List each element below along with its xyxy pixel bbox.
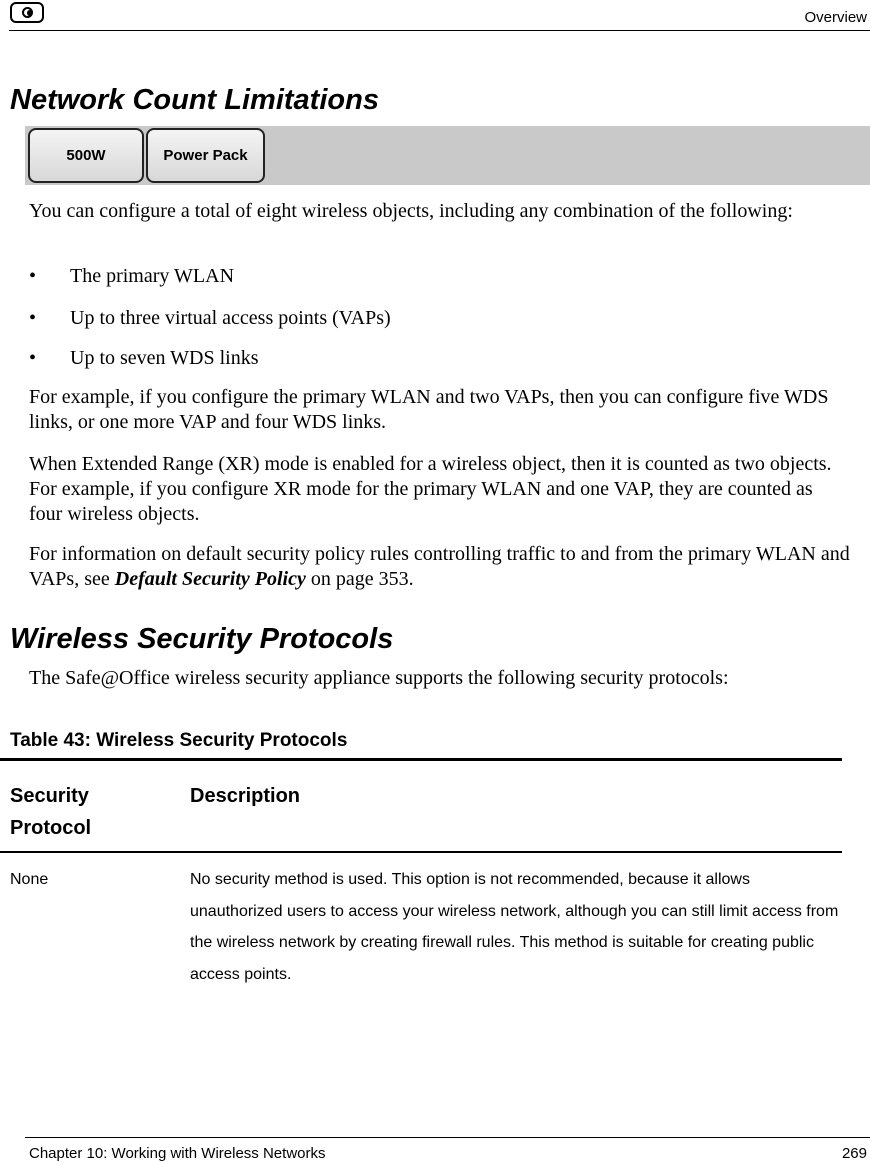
header-title: Overview — [804, 9, 867, 26]
column-header-protocol: Security Protocol — [10, 785, 92, 839]
info-text-suffix: on page 353. — [305, 568, 414, 590]
xr-paragraph: When Extended Range (XR) mode is enabled for a wireless object, then it is counted as two objects. For example, if you configure XR mode for the primary WLAN and one VAP, they are counted as four wireless objects. — [29, 453, 832, 525]
protocols-intro: The Safe@Office wireless security appliance supports the following security protocols: — [29, 667, 729, 689]
brand-logo-icon — [10, 2, 44, 23]
section-heading-network-count: Network Count Limitations — [10, 84, 379, 116]
table-header-rule — [0, 851, 842, 853]
info-paragraph — [29, 542, 864, 592]
list-item-text: The primary WLAN — [70, 265, 235, 287]
info-text: For information on default security policy rules controlling traffic to and from the primary WLAN and VAPs, see — [29, 543, 850, 590]
product-badge-bar — [25, 126, 870, 185]
bullet-icon: • — [29, 265, 37, 287]
table-cell-description: No security method is used. This option is not recommended, because it allows unauthorized users to access your wireless network, although you can still limit access from the wireless network by creating firewall rules. This method is suitable for creating public access points. — [190, 871, 839, 983]
example-paragraph: For example, if you configure the primary WLAN and two VAPs, then you can configure five WDS links, or one more VAP and four WDS links. — [29, 386, 829, 433]
table-caption: Table 43: Wireless Security Protocols — [10, 730, 348, 751]
footer-chapter: Chapter 10: Working with Wireless Networks — [29, 1145, 326, 1162]
table-cell-protocol: None — [10, 871, 49, 888]
page-number: 269 — [841, 1145, 867, 1162]
column-header-description: Description — [190, 785, 301, 807]
badge-500w: 500W — [28, 128, 144, 183]
footer-rule — [25, 1137, 870, 1138]
table-top-rule — [0, 758, 842, 761]
intro-paragraph: You can configure a total of eight wireless objects, including any combination of the following: — [29, 200, 793, 222]
bullet-icon: • — [29, 307, 37, 329]
list-item-text: Up to seven WDS links — [70, 347, 259, 369]
badge-power-pack: Power Pack — [146, 128, 265, 183]
bullet-icon: • — [29, 347, 37, 369]
section-heading-security-protocols: Wireless Security Protocols — [10, 623, 394, 655]
header-rule — [9, 30, 870, 31]
cross-reference-link[interactable]: Default Security Policy — [114, 568, 306, 590]
list-item-text: Up to three virtual access points (VAPs) — [70, 307, 391, 329]
